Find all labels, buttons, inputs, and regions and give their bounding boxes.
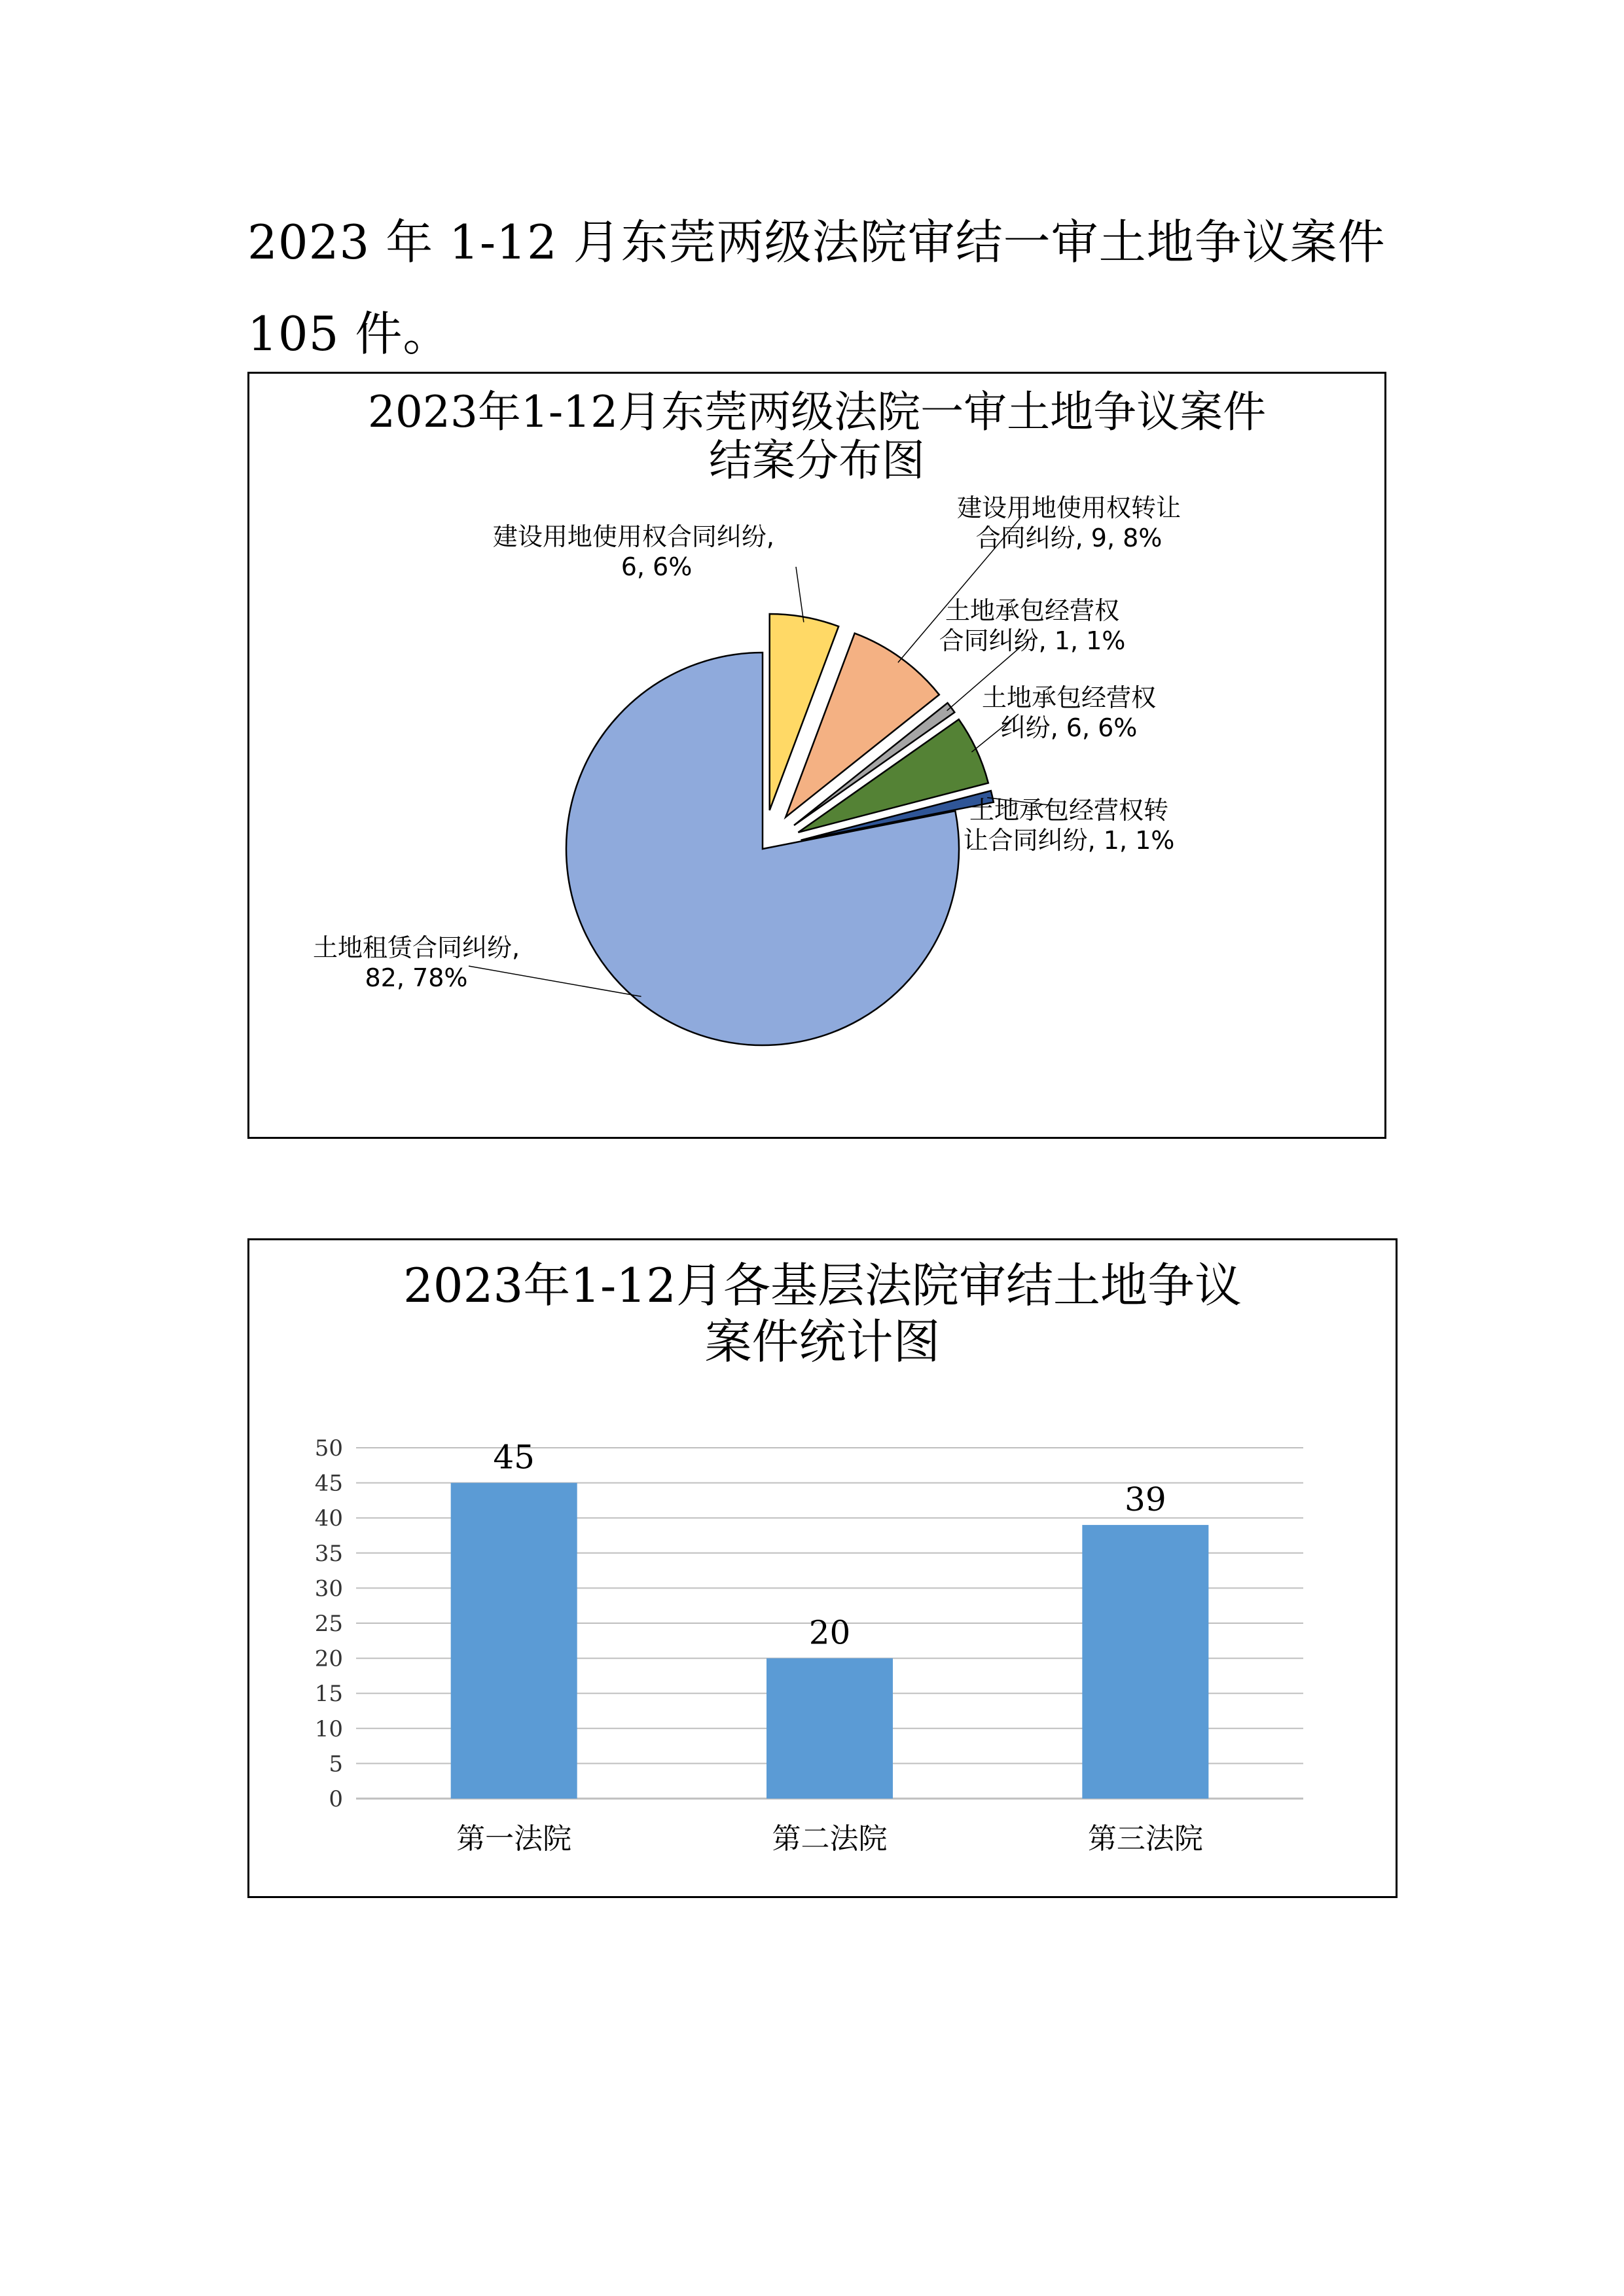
pie-chart (249, 374, 1388, 1141)
pie-slice-label: 土地租赁合同纠纷, (312, 933, 520, 962)
y-tick-label: 50 (314, 1435, 343, 1462)
bar (1082, 1525, 1208, 1799)
bar (767, 1659, 893, 1799)
pie-slice-value-label: 合同纠纷, 1, 1% (939, 626, 1126, 655)
y-tick-label: 30 (314, 1575, 343, 1602)
bar-data-label: 39 (1125, 1480, 1166, 1518)
pie-leader-line (796, 567, 804, 622)
pie-title-line-1: 2023年1-12月东莞两级法院一审土地争议案件 (367, 387, 1267, 437)
bar-chart-panel (247, 1238, 1398, 1898)
y-tick-label: 15 (314, 1681, 343, 1708)
intro-paragraph (247, 196, 1399, 380)
y-tick-label: 45 (314, 1470, 343, 1497)
pie-chart-panel (247, 372, 1386, 1139)
pie-slice-value-label: 82, 78% (365, 963, 468, 992)
y-tick-label: 35 (314, 1540, 343, 1567)
bar-data-label: 20 (808, 1613, 851, 1652)
y-tick-label: 0 (329, 1786, 343, 1812)
y-tick-label: 10 (314, 1715, 343, 1742)
y-tick-label: 25 (314, 1611, 343, 1637)
x-category-label: 第二法院 (772, 1822, 888, 1856)
x-category-label: 第一法院 (456, 1822, 572, 1856)
y-tick-label: 40 (314, 1505, 343, 1532)
pie-slice-value-label: 6, 6% (621, 552, 693, 581)
y-tick-label: 20 (314, 1645, 343, 1672)
pie-slice-value-label: 纠纷, 6, 6% (1000, 713, 1138, 742)
pie-slice-label: 土地承包经营权 (981, 683, 1157, 712)
y-tick-label: 5 (329, 1751, 343, 1778)
pie-slice-label: 建设用地使用权合同纠纷, (492, 522, 774, 551)
pie-slice-label: 建设用地使用权转让 (956, 493, 1182, 522)
bar-chart (249, 1240, 1399, 1900)
pie-slice-value-label: 合同纠纷, 9, 8% (975, 524, 1163, 552)
x-category-label: 第三法院 (1087, 1822, 1203, 1856)
intro-line-2: 105 件。 (247, 306, 451, 361)
pie-slice-label: 土地承包经营权 (945, 596, 1120, 625)
pie-title-line-2: 结案分布图 (709, 435, 925, 486)
bar-data-label: 45 (493, 1438, 535, 1477)
bar-title-line-1: 2023年1-12月各基层法院审结土地争议 (403, 1258, 1242, 1313)
intro-line-1: 2023 年 1-12 月东莞两级法院审结一审土地争议案件 (247, 215, 1386, 270)
bar-title-line-2: 案件统计图 (704, 1314, 941, 1369)
pie-slice-value-label: 让合同纠纷, 1, 1% (963, 826, 1175, 855)
bar (451, 1483, 577, 1799)
pie-slice-label: 土地承包经营权转 (969, 796, 1169, 825)
